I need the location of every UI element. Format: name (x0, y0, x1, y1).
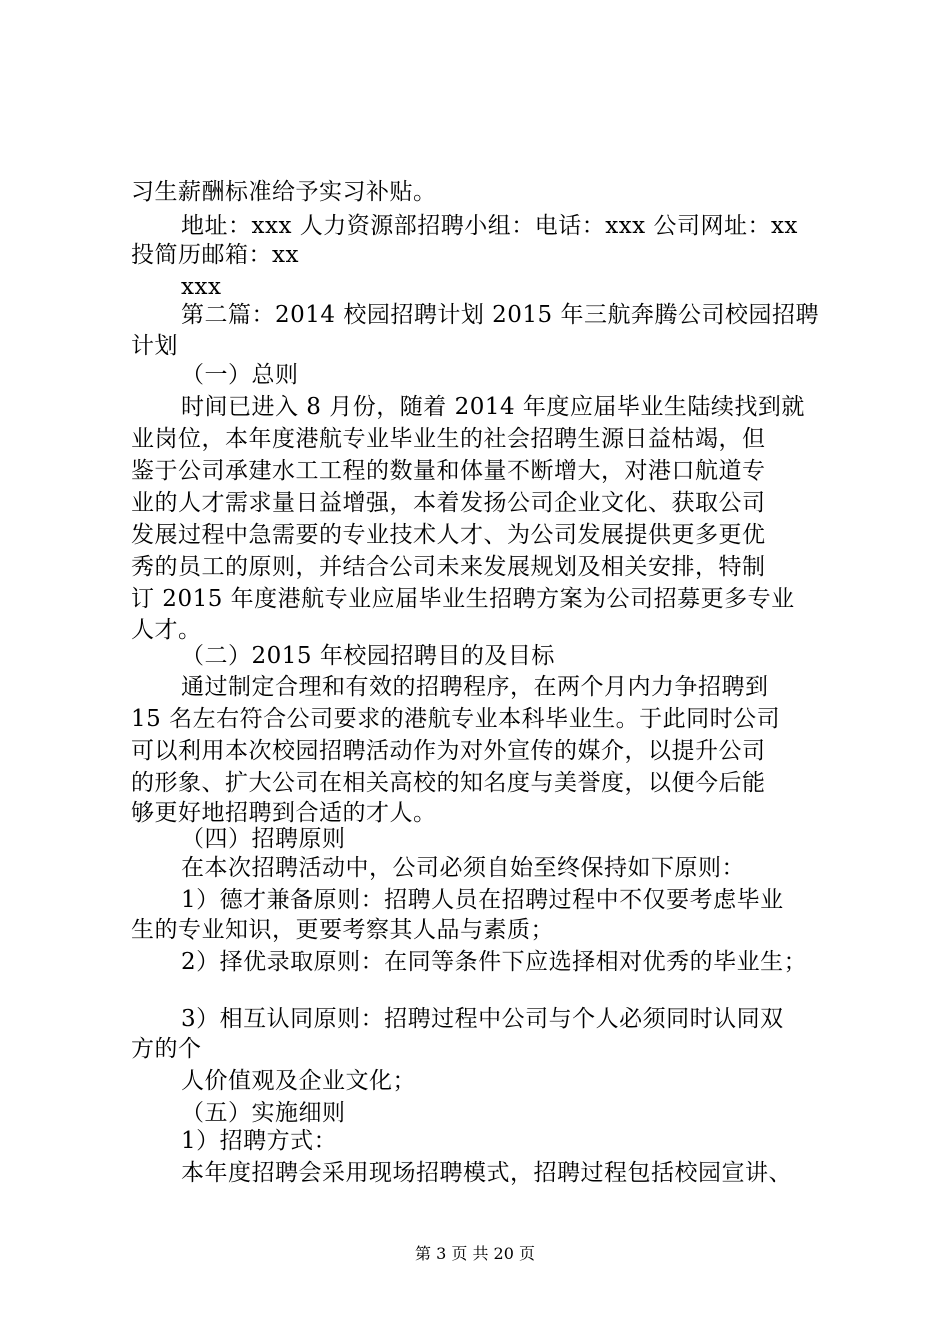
page-number-footer: 第 3 页 共 20 页 (415, 1244, 535, 1263)
text-line: 通过制定合理和有效的招聘程序，在两个月内力争招聘到 (181, 674, 769, 700)
subsection-heading: （一）总则 (181, 362, 299, 388)
subsection-heading: （四）招聘原则 (181, 826, 346, 852)
subsection-heading: （五）实施细则 (181, 1100, 346, 1126)
text-line: 人才。 (131, 617, 202, 643)
text-line: 地址：xxx 人力资源部招聘小组：电话：xxx 公司网址：xx (181, 213, 798, 239)
text-line: 3）相互认同原则：招聘过程中公司与个人必须同时认同双 (181, 1006, 784, 1032)
text-line: 人价值观及企业文化； (181, 1068, 416, 1094)
text-line: 2）择优录取原则：在同等条件下应选择相对优秀的毕业生； (181, 949, 808, 975)
text-line: 习生薪酬标准给予实习补贴。 (131, 179, 437, 205)
text-line: 够更好地招聘到合适的才人。 (131, 800, 437, 826)
text-line: 订 2015 年度港航专业应届毕业生招聘方案为公司招募更多专业 (131, 586, 795, 612)
text-line: 发展过程中急需要的专业技术人才、为公司发展提供更多更优 (131, 522, 766, 548)
text-line: 15 名左右符合公司要求的港航专业本科毕业生。于此同时公司 (131, 706, 781, 732)
text-line: 1）招聘方式： (181, 1128, 338, 1154)
text-line: 本年度招聘会采用现场招聘模式，招聘过程包括校园宣讲、 (181, 1160, 792, 1186)
section-heading-continued: 计划 (131, 333, 178, 359)
text-line: 时间已进入 8 月份，随着 2014 年度应届毕业生陆续找到就 (181, 394, 805, 420)
text-line: 可以利用本次校园招聘活动作为对外宣传的媒介，以提升公司 (131, 738, 766, 764)
text-line: 业的人才需求量日益增强，本着发扬公司企业文化、获取公司 (131, 490, 766, 516)
text-line: 方的个 (131, 1036, 202, 1062)
text-line: xxx (181, 274, 222, 300)
subsection-heading: （二）2015 年校园招聘目的及目标 (181, 643, 555, 669)
text-line: 的形象、扩大公司在相关高校的知名度与美誉度，以便今后能 (131, 770, 766, 796)
text-line: 1）德才兼备原则：招聘人员在招聘过程中不仅要考虑毕业 (181, 887, 784, 913)
text-line: 在本次招聘活动中，公司必须自始至终保持如下原则： (181, 855, 745, 881)
text-line: 秀的员工的原则，并结合公司未来发展规划及相关安排，特制 (131, 554, 766, 580)
text-line: 鉴于公司承建水工工程的数量和体量不断增大，对港口航道专 (131, 458, 766, 484)
text-line: 投简历邮箱：xx (131, 242, 299, 268)
text-line: 业岗位，本年度港航专业毕业生的社会招聘生源日益枯竭，但 (131, 426, 766, 452)
section-heading: 第二篇：2014 校园招聘计划 2015 年三航奔腾公司校园招聘 (181, 302, 819, 328)
text-line: 生的专业知识，更要考察其人品与素质； (131, 917, 554, 943)
